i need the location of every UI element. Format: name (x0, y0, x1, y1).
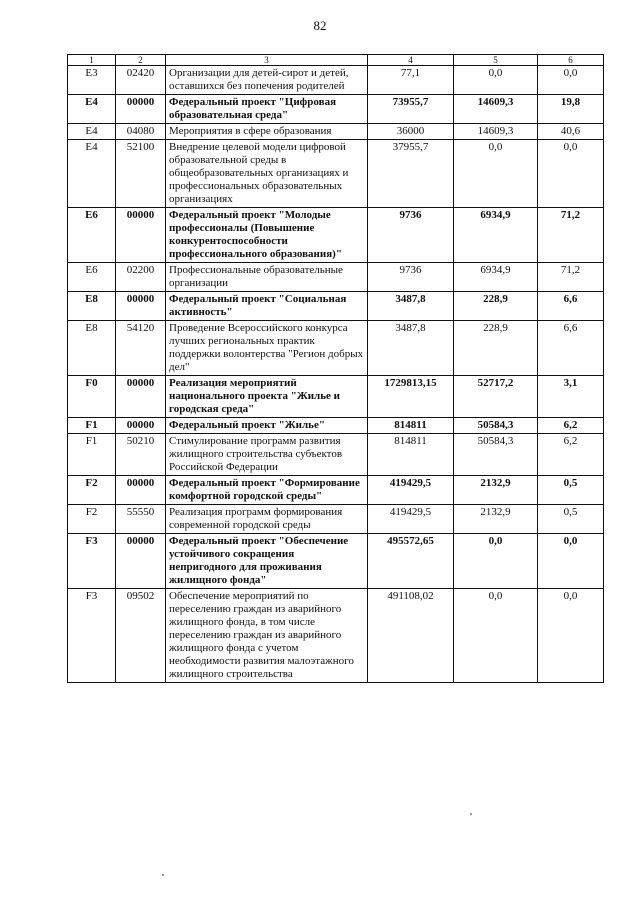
row-code-cell: E6 (68, 208, 116, 263)
row-percent-cell: 71,2 (538, 263, 604, 292)
row-name-cell: Внедрение целевой модели цифровой образовательной среды в общеобразовательных организациях и профессиональных образовательных организациях (166, 140, 368, 208)
table-row (68, 476, 604, 505)
row-percent-cell: 0,0 (538, 140, 604, 208)
row-subcode-cell: 00000 (116, 376, 166, 418)
table-row (68, 66, 604, 95)
row-fact-cell: 50584,3 (454, 418, 538, 434)
row-name-cell: Мероприятия в сфере образования (166, 124, 368, 140)
row-subcode-cell: 55550 (116, 505, 166, 534)
row-subcode-cell: 02420 (116, 66, 166, 95)
table-row (68, 263, 604, 292)
row-percent-cell: 71,2 (538, 208, 604, 263)
row-percent-cell: 0,5 (538, 476, 604, 505)
row-percent-cell: 0,0 (538, 66, 604, 95)
row-percent-cell: 0,0 (538, 534, 604, 589)
row-fact-cell: 2132,9 (454, 476, 538, 505)
table-row (68, 589, 604, 683)
row-name-cell: Обеспечение мероприятий по переселению граждан из аварийного жилищного фонда, в том числе переселению граждан из аварийного жилищного фонда с учетом необходимости развития малоэтажного жилищного строительства (166, 589, 368, 683)
row-name-cell: Федеральный проект "Цифровая образовательная среда" (166, 95, 368, 124)
row-fact-cell: 6934,9 (454, 208, 538, 263)
row-code-cell: F1 (68, 418, 116, 434)
row-name-cell: Профессиональные образовательные организации (166, 263, 368, 292)
scan-speck (470, 813, 472, 815)
row-subcode-cell: 02200 (116, 263, 166, 292)
row-plan-cell: 77,1 (368, 66, 454, 95)
row-percent-cell: 6,2 (538, 434, 604, 476)
row-subcode-cell: 50210 (116, 434, 166, 476)
row-subcode-cell: 04080 (116, 124, 166, 140)
row-percent-cell: 0,5 (538, 505, 604, 534)
row-plan-cell: 73955,7 (368, 95, 454, 124)
row-fact-cell: 0,0 (454, 66, 538, 95)
row-fact-cell: 14609,3 (454, 124, 538, 140)
row-plan-cell: 495572,65 (368, 534, 454, 589)
row-name-cell: Федеральный проект "Жилье" (166, 418, 368, 434)
row-subcode-cell: 00000 (116, 476, 166, 505)
row-subcode-cell: 09502 (116, 589, 166, 683)
row-subcode-cell: 00000 (116, 208, 166, 263)
row-plan-cell: 491108,02 (368, 589, 454, 683)
row-plan-cell: 3487,8 (368, 292, 454, 321)
table-row (68, 321, 604, 376)
row-name-cell: Реализация программ формирования современной городской среды (166, 505, 368, 534)
row-subcode-cell: 00000 (116, 418, 166, 434)
row-code-cell: F2 (68, 476, 116, 505)
row-code-cell: F3 (68, 589, 116, 683)
row-plan-cell: 1729813,15 (368, 376, 454, 418)
row-name-cell: Федеральный проект "Формирование комфортной городской среды" (166, 476, 368, 505)
row-plan-cell: 36000 (368, 124, 454, 140)
table-header-row (68, 55, 604, 66)
row-fact-cell: 228,9 (454, 321, 538, 376)
row-plan-cell: 419429,5 (368, 476, 454, 505)
row-plan-cell: 814811 (368, 434, 454, 476)
column-header: 2 (116, 55, 166, 66)
row-code-cell: E4 (68, 140, 116, 208)
budget-table (67, 54, 604, 683)
row-fact-cell: 0,0 (454, 140, 538, 208)
row-subcode-cell: 00000 (116, 534, 166, 589)
row-name-cell: Федеральный проект "Молодые профессионалы (Повышение конкурентоспособности профессионального образования)" (166, 208, 368, 263)
column-header: 5 (454, 55, 538, 66)
table-row (68, 376, 604, 418)
row-plan-cell: 3487,8 (368, 321, 454, 376)
table-row (68, 434, 604, 476)
column-header: 1 (68, 55, 116, 66)
table-row (68, 534, 604, 589)
row-subcode-cell: 00000 (116, 95, 166, 124)
row-code-cell: F2 (68, 505, 116, 534)
row-code-cell: E8 (68, 292, 116, 321)
row-code-cell: E4 (68, 124, 116, 140)
row-name-cell: Стимулирование программ развития жилищного строительства субъектов Российской Федерации (166, 434, 368, 476)
row-code-cell: F3 (68, 534, 116, 589)
page-number: 82 (313, 18, 327, 33)
row-name-cell: Федеральный проект "Обеспечение устойчивого сокращения непригодного для проживания жилищного фонда" (166, 534, 368, 589)
table-row (68, 505, 604, 534)
row-plan-cell: 419429,5 (368, 505, 454, 534)
row-fact-cell: 6934,9 (454, 263, 538, 292)
row-plan-cell: 9736 (368, 263, 454, 292)
table-row (68, 292, 604, 321)
column-header: 6 (538, 55, 604, 66)
row-fact-cell: 0,0 (454, 589, 538, 683)
row-plan-cell: 814811 (368, 418, 454, 434)
column-header: 4 (368, 55, 454, 66)
table-row (68, 208, 604, 263)
row-percent-cell: 40,6 (538, 124, 604, 140)
table-row (68, 140, 604, 208)
table-row (68, 418, 604, 434)
row-name-cell: Реализация мероприятий национального проекта "Жилье и городская среда" (166, 376, 368, 418)
table-row (68, 95, 604, 124)
row-code-cell: E3 (68, 66, 116, 95)
row-fact-cell: 2132,9 (454, 505, 538, 534)
scan-speck (162, 874, 164, 876)
row-fact-cell: 52717,2 (454, 376, 538, 418)
row-subcode-cell: 52100 (116, 140, 166, 208)
row-name-cell: Проведение Всероссийского конкурса лучших региональных практик поддержки волонтерства "Регион добрых дел" (166, 321, 368, 376)
column-header: 3 (166, 55, 368, 66)
row-subcode-cell: 54120 (116, 321, 166, 376)
row-percent-cell: 0,0 (538, 589, 604, 683)
row-subcode-cell: 00000 (116, 292, 166, 321)
row-fact-cell: 14609,3 (454, 95, 538, 124)
row-name-cell: Организации для детей-сирот и детей, оставшихся без попечения родителей (166, 66, 368, 95)
row-code-cell: E6 (68, 263, 116, 292)
row-code-cell: F1 (68, 434, 116, 476)
row-percent-cell: 6,6 (538, 292, 604, 321)
row-fact-cell: 50584,3 (454, 434, 538, 476)
row-plan-cell: 9736 (368, 208, 454, 263)
row-percent-cell: 3,1 (538, 376, 604, 418)
row-percent-cell: 6,6 (538, 321, 604, 376)
row-fact-cell: 228,9 (454, 292, 538, 321)
row-plan-cell: 37955,7 (368, 140, 454, 208)
row-code-cell: E4 (68, 95, 116, 124)
row-fact-cell: 0,0 (454, 534, 538, 589)
table-row (68, 124, 604, 140)
row-percent-cell: 19,8 (538, 95, 604, 124)
row-name-cell: Федеральный проект "Социальная активность" (166, 292, 368, 321)
row-percent-cell: 6,2 (538, 418, 604, 434)
row-code-cell: E8 (68, 321, 116, 376)
row-code-cell: F0 (68, 376, 116, 418)
